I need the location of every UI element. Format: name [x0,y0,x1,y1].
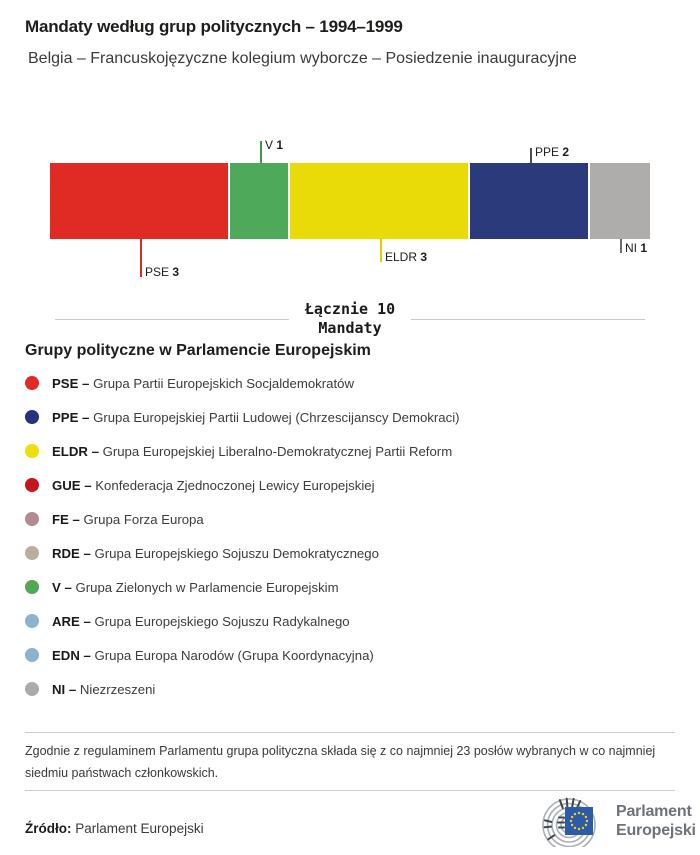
footnote-divider-top [25,732,675,733]
legend-dot-eldr [25,444,39,458]
legend-dot-fe [25,512,39,526]
callout-tick-v [260,141,262,163]
callout-tick-ppe [530,148,532,163]
bar-segment-eldr [290,163,468,239]
legend-heading: Grupy polityczne w Parlamencie Europejskim [25,342,371,359]
legend-label-edn: EDN – Grupa Europa Narodów (Grupa Koordynacyjna) [52,647,374,663]
legend-label-gue: GUE – Konfederacja Zjednoczonej Lewicy Europejskiej [52,477,375,493]
legend-row-eldr [25,434,460,468]
legend-dot-are [25,614,39,628]
logo-text-line2: Europejski [616,822,696,839]
total-seats-row [55,300,645,338]
bar-segment-pse [50,163,228,239]
legend-label-rde: RDE – Grupa Europejskiego Sojuszu Demokratycznego [52,545,379,561]
legend-label-fe: FE – Grupa Forza Europa [52,511,204,527]
source-line [25,821,204,836]
eu-flag [565,807,593,835]
bar-segment-ppe [470,163,588,239]
total-seats-line1: Łącznie 10 [304,300,396,318]
legend-dot-edn [25,648,39,662]
legend-dot-gue [25,478,39,492]
legend-row-pse [25,366,460,400]
page-subtitle: Belgia – Francuskojęzyczne kolegium wyborcze – Posiedzenie inauguracyjne [28,50,577,67]
legend-dot-pse [25,376,39,390]
legend-row-ppe [25,400,460,434]
total-rule-left [55,319,289,320]
legend-dot-rde [25,546,39,560]
legend-row-rde [25,536,460,570]
callout-label-v: V 1 [265,138,284,152]
legend [25,366,460,706]
total-seats-label [289,300,411,338]
eu-parliament-logo [529,795,696,847]
bar-segment-ni [590,163,650,239]
callout-label-ppe: PPE 2 [535,145,570,159]
total-rule-right [411,319,645,320]
total-seats-line2: Mandaty [318,319,382,337]
logo-text-line1: Parlament [616,803,692,820]
footnote: Zgodnie z regulaminem Parlamentu grupa polityczna składa się z co najmniej 23 posłów wybranych w co najmniej siedmiu państwach członkowskich. [25,744,656,780]
legend-label-v: V – Grupa Zielonych w Parlamencie Europejskim [52,579,339,595]
callout-label-pse: PSE 3 [145,265,180,279]
legend-label-ni: NI – Niezrzeszeni [52,681,156,697]
logo-text [616,802,696,840]
legend-dot-ni [25,682,39,696]
page-title: Mandaty według grup politycznych – 1994–1999 [25,17,403,36]
legend-row-gue [25,468,460,502]
source-value: Parlament Europejski [75,821,204,836]
legend-label-are: ARE – Grupa Europejskiego Sojuszu Radykalnego [52,613,350,629]
callout-tick-ni [620,239,622,253]
legend-row-edn [25,638,460,672]
legend-dot-v [25,580,39,594]
legend-row-v [25,570,460,604]
callout-tick-pse [140,239,142,277]
legend-row-fe [25,502,460,536]
callout-label-eldr: ELDR 3 [385,250,428,264]
legend-label-ppe: PPE – Grupa Europejskiej Partii Ludowej (Chrzescijanscy Demokraci) [52,409,460,425]
legend-label-eldr: ELDR – Grupa Europejskiej Liberalno-Demokratycznej Partii Reform [52,443,453,459]
legend-row-are [25,604,460,638]
footnote-divider-bottom [25,790,675,791]
callout-tick-eldr [380,239,382,262]
source-label: Źródło: [25,821,72,836]
legend-dot-ppe [25,410,39,424]
legend-label-pse: PSE – Grupa Partii Europejskich Socjaldemokratów [52,375,354,391]
callout-label-ni: NI 1 [625,241,648,255]
bar-segment-v [230,163,288,239]
hemicycle-logo-icon [529,795,609,847]
legend-row-ni [25,672,460,706]
